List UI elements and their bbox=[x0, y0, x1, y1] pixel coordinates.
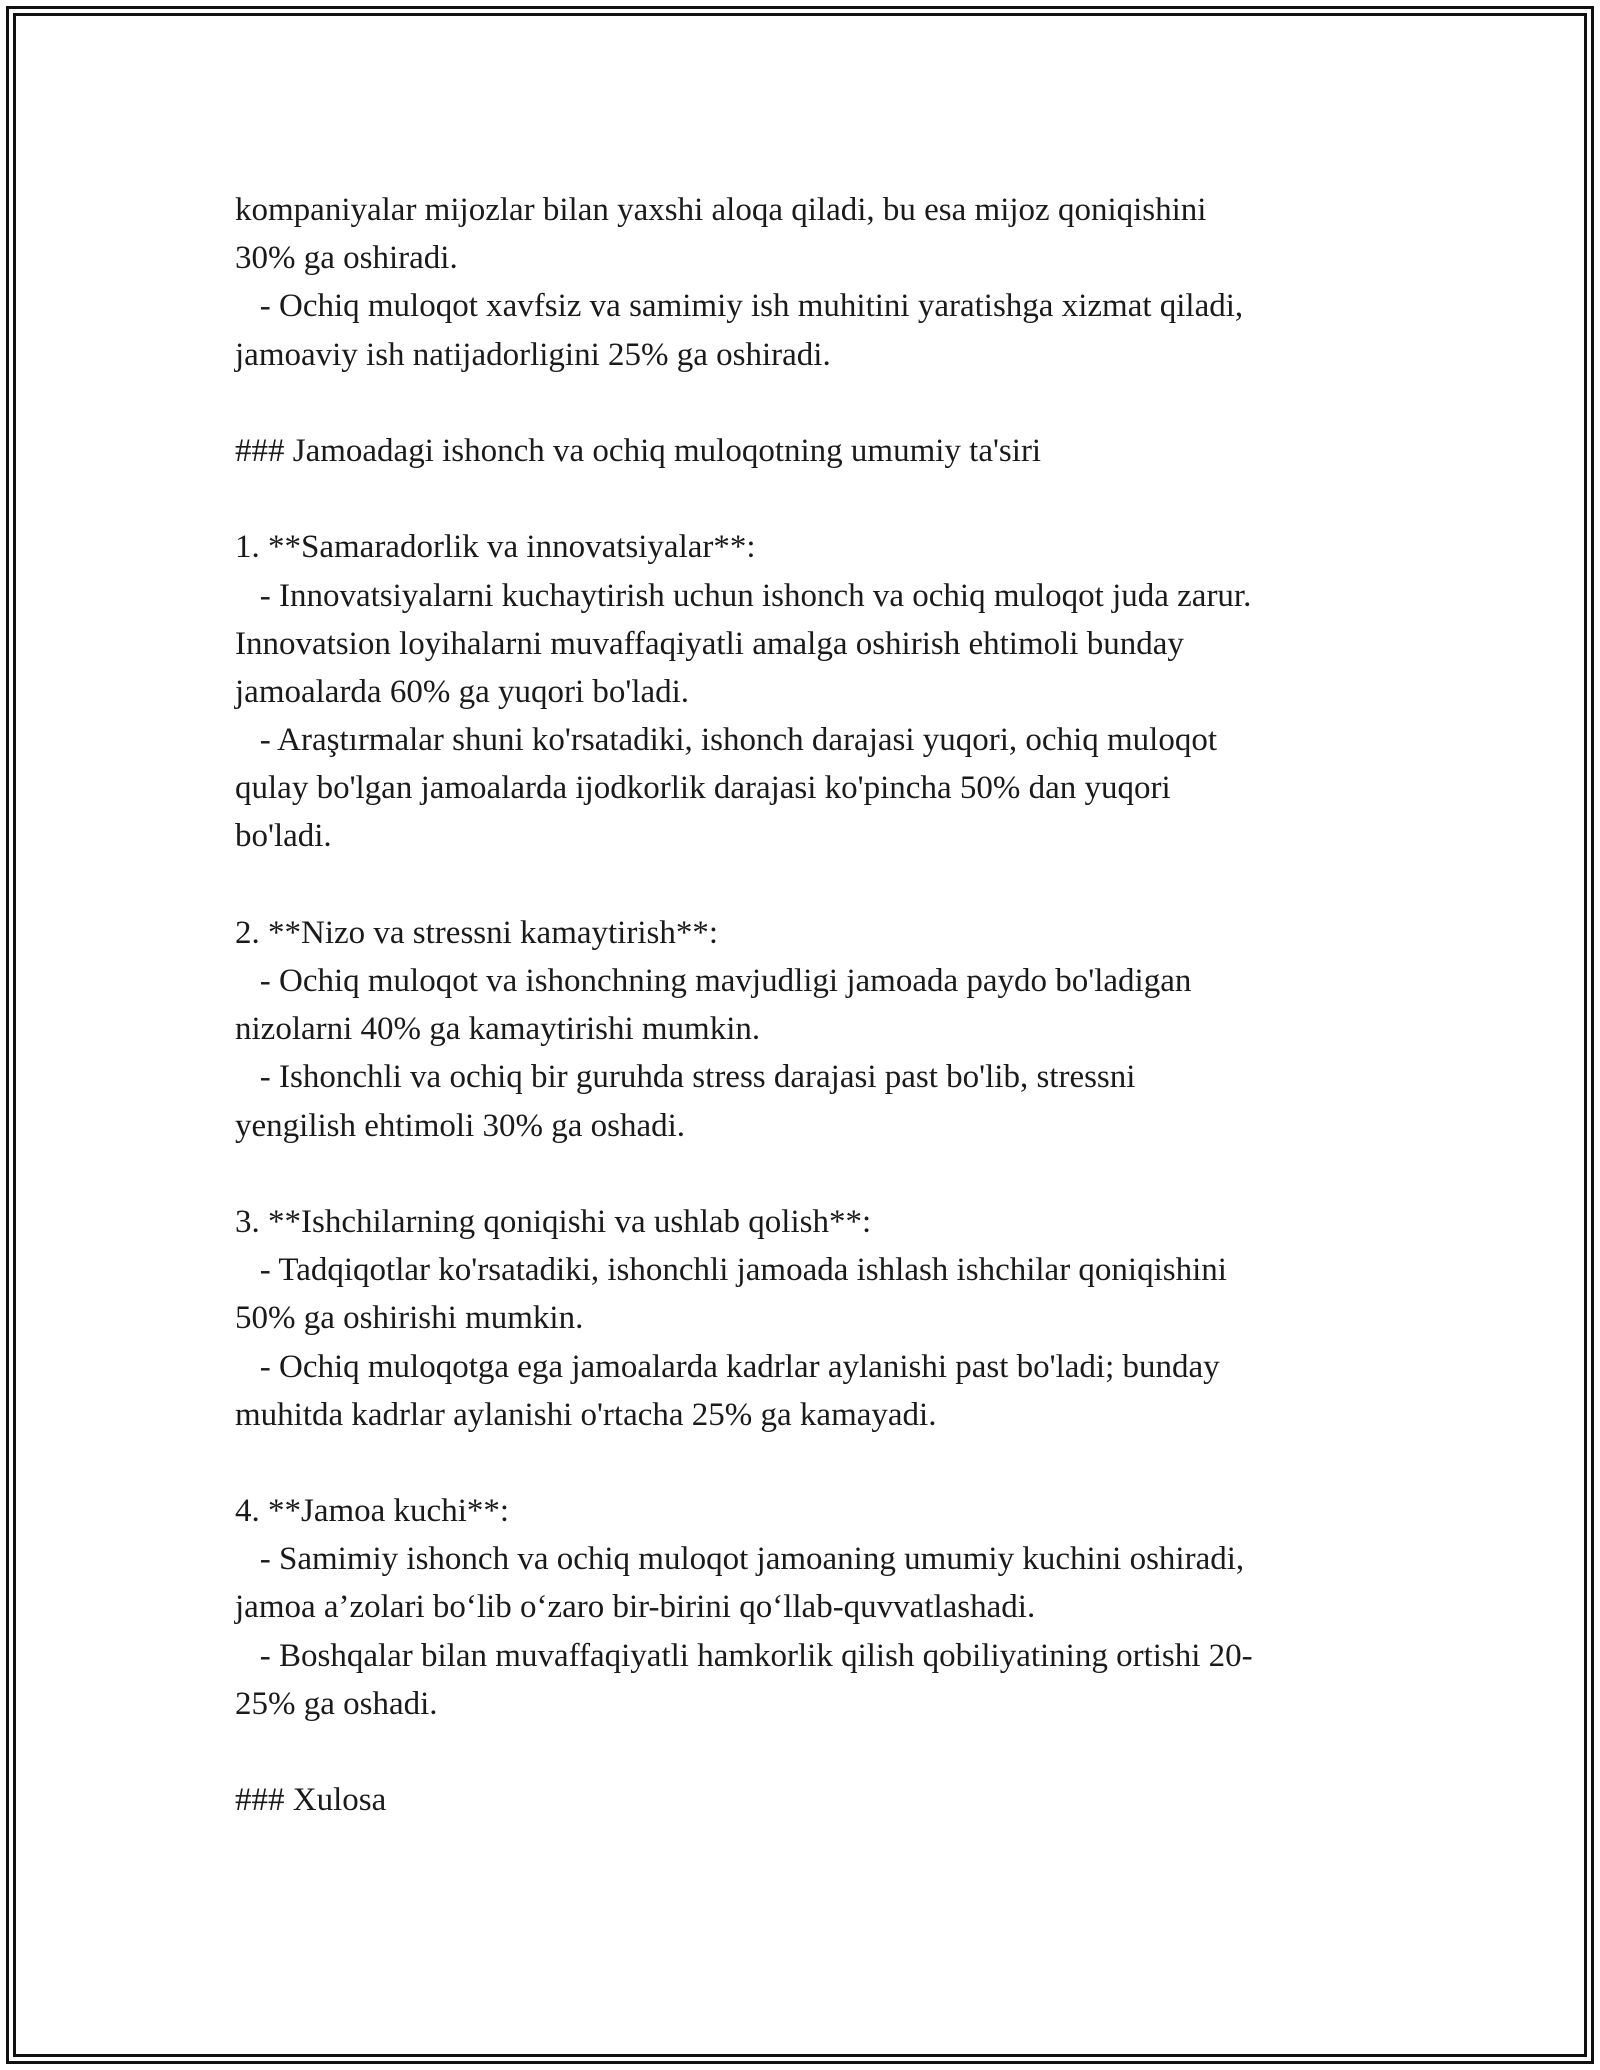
text-line: jamoa a’zolari bo‘lib o‘zaro bir-birini qo‘llab-quvvatlashadi. bbox=[235, 1589, 1036, 1626]
text-line: nizolarni 40% ga kamaytirishi mumkin. bbox=[235, 1011, 761, 1048]
text-line: Innovatsion loyihalarni muvaffaqiyatli amalga oshirish ehtimoli bunday bbox=[235, 625, 1184, 662]
text-line: - Ochiq muloqot va ishonchning mavjudligi jamoada paydo bo'ladigan bbox=[235, 963, 1192, 999]
blank-line bbox=[235, 1439, 1385, 1487]
text-line: yengilish ehtimoli 30% ga oshadi. bbox=[235, 1107, 686, 1144]
blank-line bbox=[235, 1728, 1385, 1776]
text-line: jamoaviy ish natijadorligini 25% ga oshiradi. bbox=[235, 336, 831, 373]
text-line: - Innovatsiyalarni kuchaytirish uchun ishonch va ochiq muloqot juda zarur. bbox=[235, 577, 1252, 614]
text-line: 50% ga oshirishi mumkin. bbox=[235, 1300, 584, 1337]
list-item-title: 4. **Jamoa kuchi**: bbox=[235, 1493, 510, 1530]
list-item-title: 3. **Ishchilarning qoniqishi va ushlab qolish**: bbox=[235, 1203, 872, 1240]
text-line: - Boshqalar bilan muvaffaqiyatli hamkorlik qilish qobiliyatining ortishi 20- bbox=[235, 1637, 1253, 1674]
list-item-title: 2. **Nizo va stressni kamaytirish**: bbox=[235, 914, 719, 951]
text-line: 30% ga oshiradi. bbox=[235, 240, 458, 277]
text-line: - Araştırmalar shuni ko'rsatadiki, ishonch darajasi yuqori, ochiq muloqot bbox=[235, 722, 1218, 759]
blank-line bbox=[235, 1150, 1385, 1198]
blank-line bbox=[235, 475, 1385, 523]
text-line: qulay bo'lgan jamoalarda ijodkorlik darajasi ko'pincha 50% dan yuqori bbox=[235, 770, 1171, 807]
section-heading: ### Jamoadagi ishonch va ochiq muloqotning umumiy ta'siri bbox=[235, 432, 1042, 469]
blank-line bbox=[235, 379, 1385, 427]
text-line: muhitda kadrlar aylanishi o'rtacha 25% ga kamayadi. bbox=[235, 1396, 937, 1433]
text-line: jamoalarda 60% ga yuqori bo'ladi. bbox=[235, 673, 690, 710]
text-line: - Ishonchli va ochiq bir guruhda stress darajasi past bo'lib, stressni bbox=[235, 1059, 1136, 1096]
text-line: bo'ladi. bbox=[235, 818, 332, 855]
text-line: - Ochiq muloqot xavfsiz va samimiy ish muhitini yaratishga xizmat qiladi, bbox=[235, 288, 1244, 325]
blank-line bbox=[235, 861, 1385, 909]
text-line: - Ochiq muloqotga ega jamoalarda kadrlar aylanishi past bo'ladi; bunday bbox=[235, 1348, 1220, 1385]
section-heading: ### Xulosa bbox=[235, 1782, 387, 1819]
document-body bbox=[235, 186, 1385, 1824]
text-line: - Tadqiqotlar ko'rsatadiki, ishonchli jamoada ishlash ishchilar qoniqishini bbox=[235, 1252, 1227, 1289]
text-line: - Samimiy ishonch va ochiq muloqot jamoaning umumiy kuchini oshiradi, bbox=[235, 1541, 1245, 1578]
list-item-title: 1. **Samaradorlik va innovatsiyalar**: bbox=[235, 529, 756, 566]
text-line: 25% ga oshadi. bbox=[235, 1685, 438, 1722]
text-line: kompaniyalar mijozlar bilan yaxshi aloqa qiladi, bu esa mijoz qoniqishini bbox=[235, 192, 1207, 228]
